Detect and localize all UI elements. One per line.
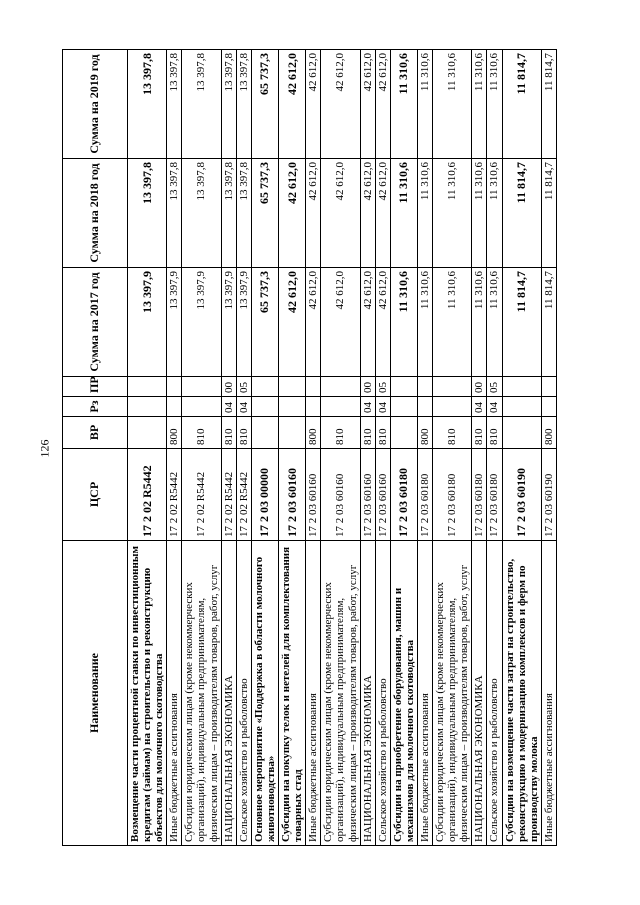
cell-name: Субсидии на возмещение части затрат на строительство, реконструкцию и модернизацию комплексов и ферм по производству молока bbox=[502, 541, 541, 846]
header-sum-2019: Сумма на 2019 год bbox=[63, 50, 128, 159]
header-pr: ПР bbox=[63, 377, 128, 397]
cell-csr: 17 2 03 00000 bbox=[251, 449, 278, 541]
cell-sum-2017: 42 612,0 bbox=[360, 268, 375, 377]
cell-sum-2018: 13 397,8 bbox=[182, 159, 221, 268]
table-row bbox=[321, 50, 360, 846]
cell-rz bbox=[251, 397, 278, 417]
cell-vr bbox=[251, 417, 278, 449]
cell-sum-2017: 11 814,7 bbox=[502, 268, 541, 377]
cell-sum-2019: 11 814,7 bbox=[541, 50, 556, 159]
cell-name: НАЦИОНАЛЬНАЯ ЭКОНОМИКА bbox=[360, 541, 375, 846]
table-row bbox=[279, 50, 306, 846]
cell-sum-2017: 11 310,6 bbox=[433, 268, 472, 377]
header-sum-2018: Сумма на 2018 год bbox=[63, 159, 128, 268]
cell-sum-2019: 11 310,6 bbox=[390, 50, 417, 159]
cell-pr: 00 bbox=[221, 377, 236, 397]
cell-name: Иные бюджетные ассигнования bbox=[541, 541, 556, 846]
cell-sum-2017: 13 397,9 bbox=[167, 268, 182, 377]
cell-rz bbox=[417, 397, 432, 417]
cell-sum-2017: 11 310,6 bbox=[390, 268, 417, 377]
cell-name: Субсидии на приобретение оборудования, машин и механизмов для молочного скотоводства bbox=[390, 541, 417, 846]
cell-name: НАЦИОНАЛЬНАЯ ЭКОНОМИКА bbox=[221, 541, 236, 846]
cell-rz bbox=[541, 397, 556, 417]
cell-pr: 00 bbox=[360, 377, 375, 397]
header-rz: Рз bbox=[63, 397, 128, 417]
cell-name: Субсидии юридическим лицам (кроме некоммерческих организаций), индивидуальным предпринимателям, физическим лицам – производителям товаров, работ, услуг bbox=[433, 541, 472, 846]
cell-rz bbox=[279, 397, 306, 417]
cell-pr: 00 bbox=[472, 377, 487, 397]
table-row bbox=[128, 50, 167, 846]
cell-sum-2018: 13 397,8 bbox=[221, 159, 236, 268]
cell-csr: 17 2 03 60180 bbox=[390, 449, 417, 541]
cell-sum-2018: 11 814,7 bbox=[502, 159, 541, 268]
cell-sum-2017: 11 310,6 bbox=[472, 268, 487, 377]
cell-csr: 17 2 03 60160 bbox=[321, 449, 360, 541]
cell-vr: 810 bbox=[433, 417, 472, 449]
cell-vr: 810 bbox=[221, 417, 236, 449]
cell-sum-2017: 42 612,0 bbox=[375, 268, 390, 377]
cell-pr: 05 bbox=[236, 377, 251, 397]
table-row bbox=[360, 50, 375, 846]
cell-name: Субсидии юридическим лицам (кроме некоммерческих организаций), индивидуальным предпринимателям, физическим лицам – производителям товаров, работ, услуг bbox=[182, 541, 221, 846]
cell-pr: 05 bbox=[487, 377, 502, 397]
cell-sum-2019: 42 612,0 bbox=[321, 50, 360, 159]
cell-sum-2019: 13 397,8 bbox=[221, 50, 236, 159]
table-header-row bbox=[63, 50, 128, 846]
cell-sum-2019: 11 310,6 bbox=[487, 50, 502, 159]
cell-sum-2019: 11 310,6 bbox=[417, 50, 432, 159]
table-row bbox=[390, 50, 417, 846]
cell-vr: 800 bbox=[306, 417, 321, 449]
table-row bbox=[182, 50, 221, 846]
cell-csr: 17 2 03 60190 bbox=[541, 449, 556, 541]
cell-sum-2017: 42 612,0 bbox=[306, 268, 321, 377]
cell-sum-2018: 42 612,0 bbox=[279, 159, 306, 268]
cell-vr: 810 bbox=[321, 417, 360, 449]
page-number: 126 bbox=[37, 439, 52, 458]
cell-sum-2017: 13 397,9 bbox=[128, 268, 167, 377]
cell-sum-2019: 42 612,0 bbox=[360, 50, 375, 159]
cell-vr bbox=[390, 417, 417, 449]
cell-pr: 05 bbox=[375, 377, 390, 397]
cell-name: Иные бюджетные ассигнования bbox=[167, 541, 182, 846]
cell-rz: 04 bbox=[236, 397, 251, 417]
cell-sum-2018: 11 310,6 bbox=[472, 159, 487, 268]
cell-name: Субсидии на покупку телок и нетелей для комплектования товарных стад bbox=[279, 541, 306, 846]
table-row bbox=[306, 50, 321, 846]
cell-sum-2017: 42 612,0 bbox=[321, 268, 360, 377]
cell-sum-2018: 42 612,0 bbox=[321, 159, 360, 268]
cell-sum-2018: 42 612,0 bbox=[360, 159, 375, 268]
cell-csr: 17 2 02 R5442 bbox=[182, 449, 221, 541]
cell-vr: 810 bbox=[182, 417, 221, 449]
cell-sum-2019: 42 612,0 bbox=[375, 50, 390, 159]
cell-sum-2017: 13 397,9 bbox=[221, 268, 236, 377]
cell-sum-2017: 11 310,6 bbox=[487, 268, 502, 377]
header-vr: ВР bbox=[63, 417, 128, 449]
table-row bbox=[541, 50, 556, 846]
cell-vr: 810 bbox=[487, 417, 502, 449]
cell-name: Сельское хозяйство и рыболовство bbox=[236, 541, 251, 846]
cell-sum-2019: 13 397,8 bbox=[182, 50, 221, 159]
cell-csr: 17 2 03 60160 bbox=[306, 449, 321, 541]
cell-rz: 04 bbox=[360, 397, 375, 417]
cell-rz bbox=[128, 397, 167, 417]
cell-pr bbox=[321, 377, 360, 397]
cell-rz bbox=[390, 397, 417, 417]
cell-name: Сельское хозяйство и рыболовство bbox=[487, 541, 502, 846]
cell-csr: 17 2 02 R5442 bbox=[167, 449, 182, 541]
cell-rz bbox=[321, 397, 360, 417]
cell-pr bbox=[306, 377, 321, 397]
cell-vr: 800 bbox=[541, 417, 556, 449]
cell-csr: 17 2 03 60160 bbox=[279, 449, 306, 541]
cell-rz bbox=[167, 397, 182, 417]
cell-vr: 810 bbox=[375, 417, 390, 449]
cell-sum-2018: 13 397,8 bbox=[236, 159, 251, 268]
cell-sum-2018: 11 310,6 bbox=[417, 159, 432, 268]
cell-sum-2018: 11 814,7 bbox=[541, 159, 556, 268]
cell-vr bbox=[128, 417, 167, 449]
cell-rz: 04 bbox=[221, 397, 236, 417]
cell-vr: 810 bbox=[472, 417, 487, 449]
cell-sum-2019: 65 737,3 bbox=[251, 50, 278, 159]
cell-sum-2019: 11 310,6 bbox=[472, 50, 487, 159]
table-row bbox=[433, 50, 472, 846]
cell-name: Возмещение части процентной ставки по инвестиционным кредитам (займам) на строительство и реконструкцию объектов для молочного скотоводства bbox=[128, 541, 167, 846]
table-row bbox=[221, 50, 236, 846]
cell-pr bbox=[279, 377, 306, 397]
table-row bbox=[167, 50, 182, 846]
cell-sum-2019: 42 612,0 bbox=[306, 50, 321, 159]
cell-sum-2019: 11 814,7 bbox=[502, 50, 541, 159]
cell-sum-2017: 11 310,6 bbox=[417, 268, 432, 377]
cell-name: Основное мероприятие «Поддержка в области молочного животноводства» bbox=[251, 541, 278, 846]
cell-sum-2019: 11 310,6 bbox=[433, 50, 472, 159]
cell-sum-2018: 42 612,0 bbox=[375, 159, 390, 268]
header-csr: ЦСР bbox=[63, 449, 128, 541]
cell-sum-2018: 13 397,8 bbox=[167, 159, 182, 268]
cell-sum-2017: 13 397,9 bbox=[236, 268, 251, 377]
rotated-table-container bbox=[62, 50, 589, 846]
table-body bbox=[128, 50, 557, 846]
budget-table bbox=[62, 49, 557, 846]
cell-rz: 04 bbox=[375, 397, 390, 417]
cell-pr bbox=[167, 377, 182, 397]
table-row bbox=[375, 50, 390, 846]
header-name: Наименование bbox=[63, 541, 128, 846]
cell-sum-2017: 13 397,9 bbox=[182, 268, 221, 377]
cell-pr bbox=[128, 377, 167, 397]
cell-vr: 800 bbox=[417, 417, 432, 449]
table-row bbox=[472, 50, 487, 846]
cell-sum-2018: 13 397,8 bbox=[128, 159, 167, 268]
cell-csr: 17 2 02 R5442 bbox=[221, 449, 236, 541]
cell-rz bbox=[433, 397, 472, 417]
cell-csr: 17 2 03 60160 bbox=[375, 449, 390, 541]
cell-rz bbox=[306, 397, 321, 417]
cell-name: Сельское хозяйство и рыболовство bbox=[375, 541, 390, 846]
table-row bbox=[417, 50, 432, 846]
header-sum-2017: Сумма на 2017 год bbox=[63, 268, 128, 377]
cell-csr: 17 2 03 60160 bbox=[360, 449, 375, 541]
cell-sum-2017: 65 737,3 bbox=[251, 268, 278, 377]
cell-name: НАЦИОНАЛЬНАЯ ЭКОНОМИКА bbox=[472, 541, 487, 846]
cell-rz: 04 bbox=[487, 397, 502, 417]
table-row bbox=[502, 50, 541, 846]
cell-sum-2018: 11 310,6 bbox=[487, 159, 502, 268]
cell-sum-2018: 11 310,6 bbox=[433, 159, 472, 268]
cell-pr bbox=[251, 377, 278, 397]
cell-vr bbox=[502, 417, 541, 449]
table-row bbox=[236, 50, 251, 846]
cell-name: Иные бюджетные ассигнования bbox=[417, 541, 432, 846]
cell-vr: 810 bbox=[360, 417, 375, 449]
cell-rz bbox=[502, 397, 541, 417]
cell-name: Субсидии юридическим лицам (кроме некоммерческих организаций), индивидуальным предпринимателям, физическим лицам – производителям товаров, работ, услуг bbox=[321, 541, 360, 846]
table-row bbox=[251, 50, 278, 846]
cell-csr: 17 2 02 R5442 bbox=[128, 449, 167, 541]
cell-csr: 17 2 03 60180 bbox=[433, 449, 472, 541]
cell-csr: 17 2 03 60190 bbox=[502, 449, 541, 541]
cell-vr: 800 bbox=[167, 417, 182, 449]
cell-sum-2019: 13 397,8 bbox=[128, 50, 167, 159]
cell-vr: 810 bbox=[236, 417, 251, 449]
cell-sum-2017: 42 612,0 bbox=[279, 268, 306, 377]
cell-pr bbox=[182, 377, 221, 397]
cell-pr bbox=[541, 377, 556, 397]
cell-vr bbox=[279, 417, 306, 449]
cell-csr: 17 2 03 60180 bbox=[487, 449, 502, 541]
cell-csr: 17 2 03 60180 bbox=[472, 449, 487, 541]
cell-pr bbox=[417, 377, 432, 397]
cell-name: Иные бюджетные ассигнования bbox=[306, 541, 321, 846]
cell-csr: 17 2 03 60180 bbox=[417, 449, 432, 541]
cell-sum-2018: 11 310,6 bbox=[390, 159, 417, 268]
cell-sum-2018: 42 612,0 bbox=[306, 159, 321, 268]
table-row bbox=[487, 50, 502, 846]
cell-pr bbox=[390, 377, 417, 397]
cell-sum-2019: 42 612,0 bbox=[279, 50, 306, 159]
cell-rz: 04 bbox=[472, 397, 487, 417]
cell-sum-2019: 13 397,8 bbox=[236, 50, 251, 159]
cell-pr bbox=[502, 377, 541, 397]
cell-sum-2017: 11 814,7 bbox=[541, 268, 556, 377]
cell-pr bbox=[433, 377, 472, 397]
cell-sum-2019: 13 397,8 bbox=[167, 50, 182, 159]
cell-sum-2018: 65 737,3 bbox=[251, 159, 278, 268]
cell-csr: 17 2 02 R5442 bbox=[236, 449, 251, 541]
cell-rz bbox=[182, 397, 221, 417]
